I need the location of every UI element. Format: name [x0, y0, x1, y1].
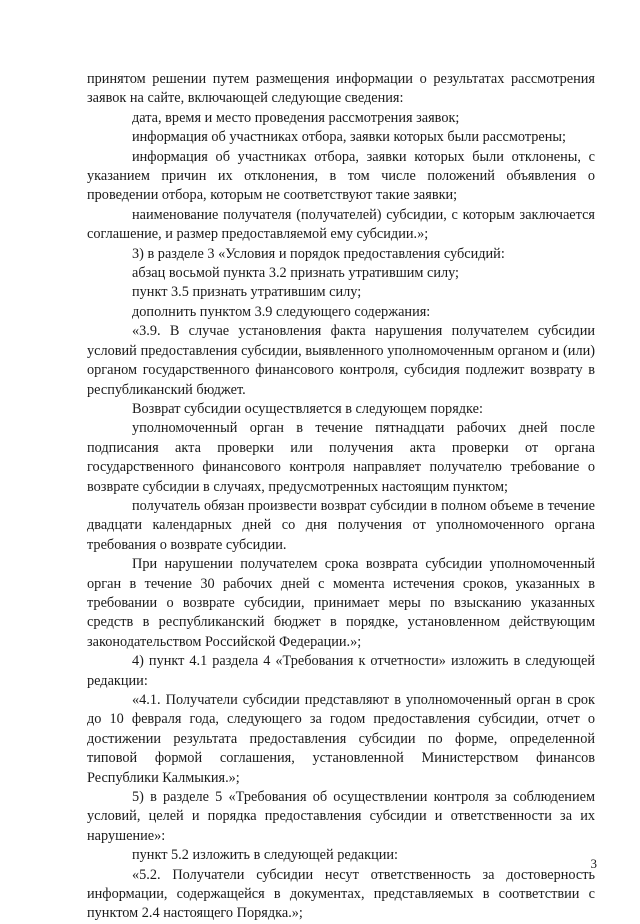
- paragraph-18: пункт 5.2 изложить в следующей редакции:: [132, 847, 399, 864]
- paragraph-2: дата, время и место проведения рассмотрения заявок;: [132, 109, 460, 126]
- paragraph-6: 3) в разделе 3 «Условия и порядок предоставления субсидий:: [132, 245, 505, 262]
- paragraph-16: «4.1. Получатели субсидии представляют в уполномоченный орган в срок до 10 февраля года, следующего за годом предоставления субсидии, отчет о достижении результата предоставления субсидии по форме, определенной типовой формой соглашения, установленной Министерством финансов Республики Калмыкия.»;: [87, 692, 595, 786]
- page-number: 3: [590, 856, 597, 871]
- paragraph-1: принятом решении путем размещения информации о результатах рассмотрения заявок на сайте, включающей следующие сведения:: [87, 71, 595, 107]
- paragraph-11: Возврат субсидии осуществляется в следующем порядке:: [132, 400, 483, 417]
- paragraph-15: 4) пункт 4.1 раздела 4 «Требования к отчетности» изложить в следующей редакции:: [87, 653, 595, 689]
- paragraph-9: дополнить пунктом 3.9 следующего содержания:: [132, 303, 431, 320]
- paragraph-17: 5) в разделе 5 «Требования об осуществлении контроля за соблюдением условий, целей и порядка предоставления субсидии и ответственности за их нарушение»:: [87, 789, 595, 844]
- paragraph-4: информация об участниках отбора, заявки которых были отклонены, с указанием причин их отклонения, в том числе положений объявления о проведении отбора, которым не соответствуют такие заявки;: [87, 148, 595, 204]
- paragraph-19: «5.2. Получатели субсидии несут ответственность за достоверность информации, содержащейся в документах, представляемых в соответствии с пунктом 2.4 настоящего Порядка.»;: [87, 866, 595, 922]
- paragraph-7: абзац восьмой пункта 3.2 признать утратившим силу;: [132, 265, 460, 282]
- paragraph-8: пункт 3.5 признать утратившим силу;: [132, 284, 362, 301]
- paragraph-5: наименование получателя (получателей) субсидии, с которым заключается соглашение, и размер предоставляемой ему субсидии.»;: [87, 206, 595, 243]
- paragraph-3: информация об участниках отбора, заявки которых были рассмотрены;: [132, 129, 566, 146]
- paragraph-13: получатель обязан произвести возврат субсидии в полном объеме в течение двадцати календарных дней со дня получения от уполномоченного органа требования о возврате субсидии.: [87, 497, 595, 553]
- paragraph-14: При нарушении получателем срока возврата субсидии уполномоченный орган в течение 30 рабочих дней с момента истечения сроков, указанных в требовании о возврате субсидии, принимает меры по взысканию указанных средств в республиканский бюджет в порядке, установленном действующим законодательством Российской Федерации.»;: [87, 556, 595, 650]
- paragraph-10: «3.9. В случае установления факта нарушения получателем субсидии условий предоставления субсидии, выявленного уполномоченным органом и (или) органом государственного финансового контроля, субсидия подлежит возврату в республиканский бюджет.: [87, 323, 595, 398]
- paragraph-12: уполномоченный орган в течение пятнадцати рабочих дней после подписания акта проверки или получения акта проверки от органа государственного финансового контроля направляет получателю требование о возврате субсидии в случаях, предусмотренных настоящим пунктом;: [87, 420, 595, 495]
- document-body: [87, 70, 595, 924]
